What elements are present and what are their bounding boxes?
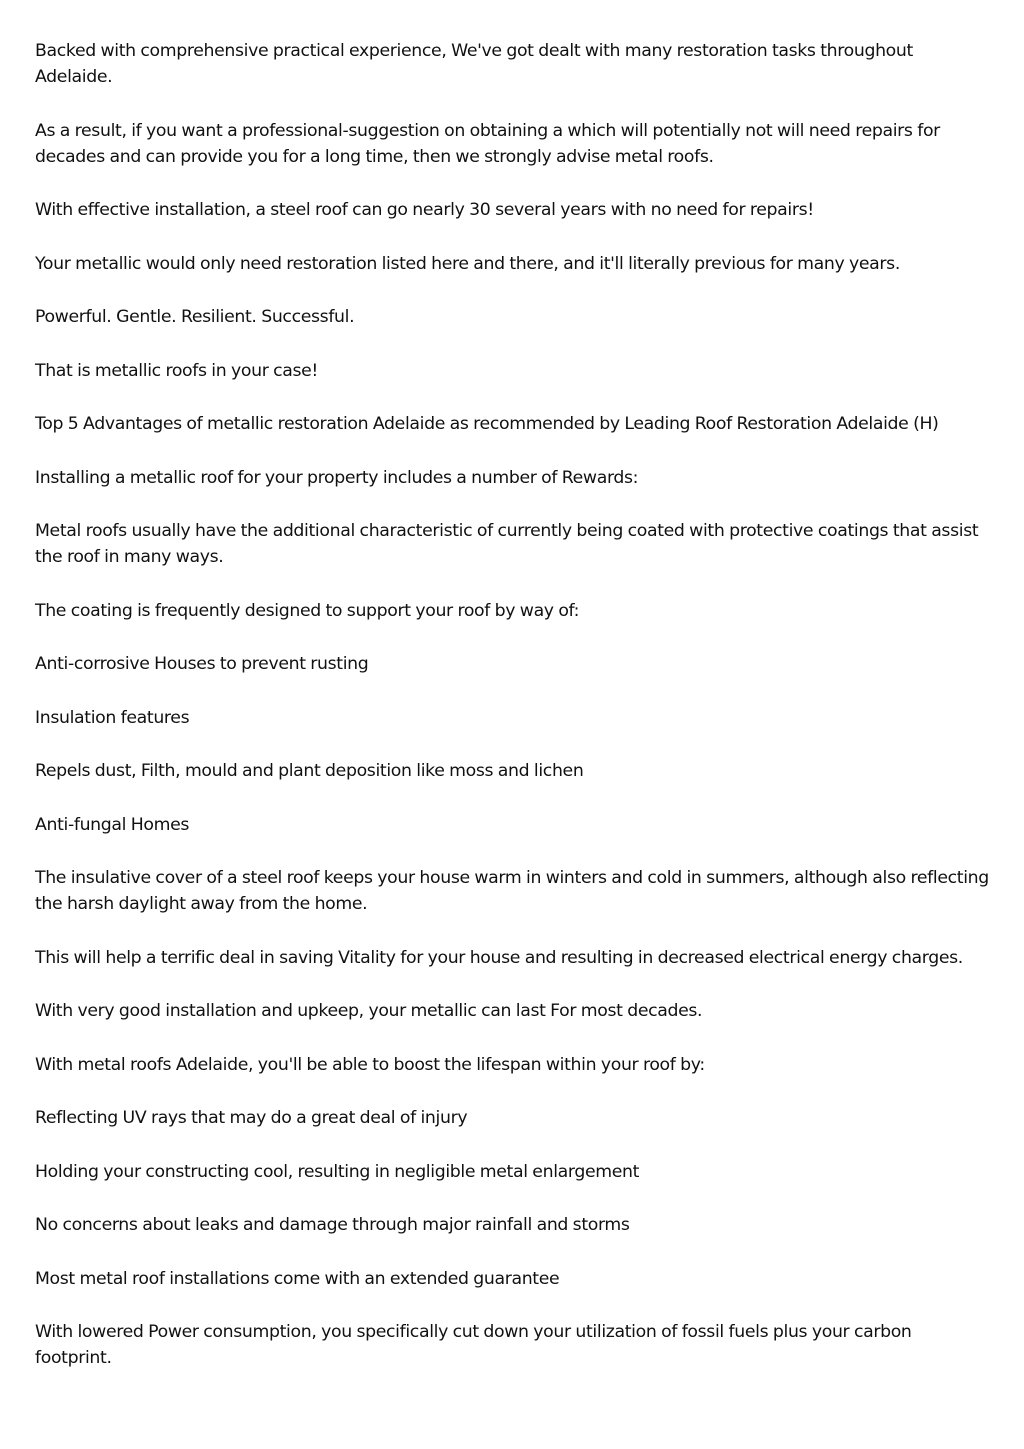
paragraph-5: Powerful. Gentle. Resilient. Successful.: [35, 307, 355, 327]
paragraph-7: Top 5 Advantages of metallic restoration Adelaide as recommended by Leading Roof Restoration Adelaide (H): [35, 414, 939, 434]
paragraph-16: This will help a terrific deal in saving Vitality for your house and resulting in decreased electrical energy charges.: [35, 947, 963, 968]
paragraph-19: Reflecting UV rays that may do a great deal of injury: [35, 1108, 468, 1128]
paragraph-12: Insulation features: [35, 707, 190, 728]
document-body: [35, 38, 990, 1399]
paragraph-6: That is metallic roofs in your case!: [35, 360, 318, 381]
paragraph-21: No concerns about leaks and damage through major rainfall and storms: [35, 1215, 630, 1235]
paragraph-13: Repels dust, Filth, mould and plant deposition like moss and lichen: [35, 761, 584, 781]
paragraph-8: Installing a metallic roof for your property includes a number of Rewards:: [35, 467, 639, 488]
paragraph-23: With lowered Power consumption, you specifically cut down your utilization of fossil fuels plus your carbon footprint.: [35, 1322, 912, 1368]
paragraph-22: Most metal roof installations come with an extended guarantee: [35, 1268, 560, 1289]
paragraph-17: With very good installation and upkeep, your metallic can last For most decades.: [35, 1001, 703, 1021]
paragraph-20: Holding your constructing cool, resulting in negligible metal enlargement: [35, 1161, 640, 1182]
paragraph-18: With metal roofs Adelaide, you'll be able to boost the lifespan within your roof by:: [35, 1054, 705, 1075]
paragraph-11: Anti-corrosive Houses to prevent rusting: [35, 654, 369, 674]
paragraph-1: Backed with comprehensive practical experience, We've got dealt with many restoration tasks throughout Adelaide.: [35, 41, 913, 87]
paragraph-3: With effective installation, a steel roof can go nearly 30 several years with no need for repairs!: [35, 200, 814, 220]
paragraph-4: Your metallic would only need restoration listed here and there, and it'll literally previous for many years.: [35, 253, 900, 274]
paragraph-10: The coating is frequently designed to support your roof by way of:: [35, 600, 580, 621]
paragraph-2: As a result, if you want a professional-suggestion on obtaining a which will potentially not will need repairs for decades and can provide you for a long time, then we strongly advise metal roofs.: [35, 120, 940, 167]
paragraph-15: The insulative cover of a steel roof keeps your house warm in winters and cold in summers, although also reflecting the harsh daylight away from the home.: [35, 868, 989, 914]
paragraph-14: Anti-fungal Homes: [35, 814, 190, 835]
paragraph-9: Metal roofs usually have the additional characteristic of currently being coated with protective coatings that assist the roof in many ways.: [35, 521, 979, 567]
